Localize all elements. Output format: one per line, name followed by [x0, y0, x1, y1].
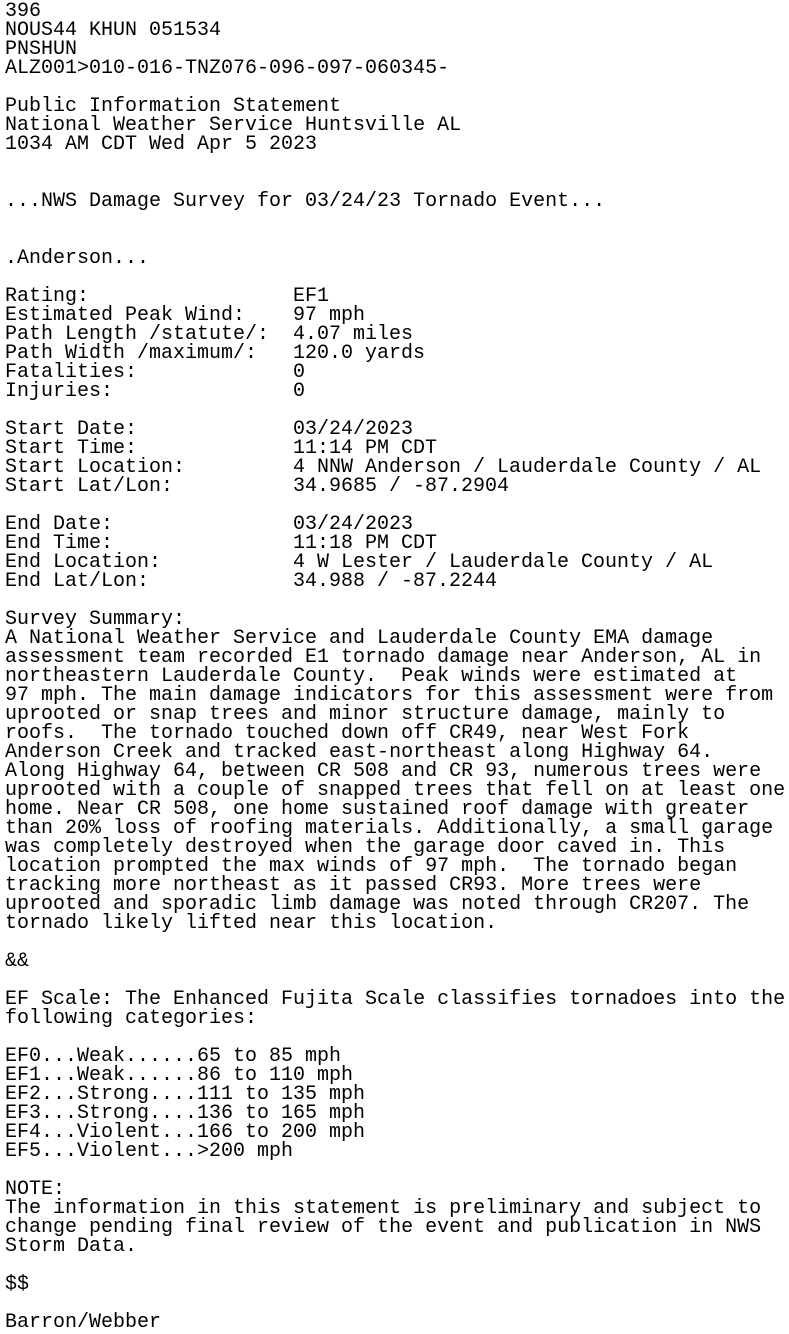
ef-scale: [5, 990, 789, 1161]
field-value: 97 mph: [293, 304, 366, 327]
blank-line: [5, 933, 789, 952]
field-key: End Location:: [5, 551, 162, 574]
field-key: Path Length /statute/:: [5, 323, 270, 346]
note-line: Storm Data.: [5, 1235, 138, 1258]
statement-title: Public Information Statement: [5, 95, 342, 118]
summary-line: 97 mph. The main damage indicators for this assessment were from: [5, 684, 774, 707]
field-value: 4 W Lester / Lauderdale County / AL: [293, 551, 714, 574]
statement-heading: [5, 97, 789, 154]
summary-line: Anderson Creek and tracked east-northeast along Highway 64.: [5, 741, 714, 764]
field-key: Estimated Peak Wind:: [5, 304, 246, 327]
summary-line: home. Near CR 508, one home sustained roof damage with greater: [5, 798, 750, 821]
statement-issued: 1034 AM CDT Wed Apr 5 2023: [5, 133, 318, 156]
summary-line: northeastern Lauderdale County. Peak winds were estimated at: [5, 665, 738, 688]
summary-line: assessment team recorded E1 tornado damage near Anderson, AL in: [5, 646, 762, 669]
product-header: [5, 2, 789, 78]
summary-line: Along Highway 64, between CR 508 and CR 93, numerous trees were: [5, 760, 762, 783]
statement-office: National Weather Service Huntsville AL: [5, 114, 462, 137]
ef-scale-row: EF0...Weak......65 to 85 mph: [5, 1045, 342, 1068]
note-section: [5, 1180, 789, 1256]
survey-summary: [5, 610, 789, 933]
headline: ...NWS Damage Survey for 03/24/23 Tornado Event...: [5, 190, 606, 213]
field-value: EF1: [293, 285, 330, 308]
summary-line: was completely destroyed when the garage door caved in. This: [5, 836, 726, 859]
field-key: End Date:: [5, 513, 114, 536]
ef-scale-row: EF5...Violent...>200 mph: [5, 1140, 294, 1163]
summary-line: tracking more northeast as it passed CR93. More trees were: [5, 874, 702, 897]
field-value: 11:14 PM CDT: [293, 437, 438, 460]
field-key: End Lat/Lon:: [5, 570, 150, 593]
field-value: 11:18 PM CDT: [293, 532, 438, 555]
field-key: Start Lat/Lon:: [5, 475, 174, 498]
blank-line: [5, 211, 789, 230]
event-fields-start: [5, 420, 789, 496]
header-line: NOUS44 KHUN 051534: [5, 19, 222, 42]
summary-label: Survey Summary:: [5, 608, 186, 631]
ef-scale-intro: EF Scale: The Enhanced Fujita Scale classifies tornadoes into the: [5, 988, 786, 1011]
field-key: Start Time:: [5, 437, 138, 460]
summary-line: roofs. The tornado touched down off CR49, near West Fork: [5, 722, 690, 745]
field-row: [5, 382, 789, 401]
event-fields-end: [5, 515, 789, 591]
field-value: 03/24/2023: [293, 418, 414, 441]
field-value: 120.0 yards: [293, 342, 426, 365]
field-key: Injuries:: [5, 380, 114, 403]
summary-line: uprooted or snap trees and minor structure damage, mainly to: [5, 703, 726, 726]
ef-scale-row: EF2...Strong....111 to 135 mph: [5, 1083, 366, 1106]
blank-line: [5, 1256, 789, 1275]
ef-scale-row: EF4...Violent...166 to 200 mph: [5, 1121, 366, 1144]
event-name: .Anderson...: [5, 247, 150, 270]
field-value: 0: [293, 361, 306, 384]
field-row: [5, 477, 789, 496]
end-separator: $$: [5, 1273, 30, 1296]
summary-line: uprooted with a couple of snapped trees that fell on at least one: [5, 779, 786, 802]
blank-line: [5, 268, 789, 287]
field-key: Path Width /maximum/:: [5, 342, 258, 365]
signature: Barron/Webber: [5, 1311, 162, 1334]
summary-line: tornado likely lifted near this location.: [5, 912, 498, 935]
summary-line: than 20% loss of roofing materials. Additionally, a small garage: [5, 817, 774, 840]
section-separator: &&: [5, 950, 30, 973]
field-key: Start Location:: [5, 456, 186, 479]
field-value: 4.07 miles: [293, 323, 414, 346]
field-key: Fatalities:: [5, 361, 138, 384]
summary-line: uprooted and sporadic limb damage was noted through CR207. The: [5, 893, 750, 916]
blank-line: [5, 154, 789, 173]
field-value: 34.9685 / -87.2904: [293, 475, 510, 498]
field-value: 0: [293, 380, 306, 403]
header-line: ALZ001>010-016-TNZ076-096-097-060345-: [5, 57, 450, 80]
field-value: 4 NNW Anderson / Lauderdale County / AL: [293, 456, 762, 479]
ef-scale-row: EF3...Strong....136 to 165 mph: [5, 1102, 366, 1125]
event-fields-rating: [5, 287, 789, 401]
field-row: [5, 572, 789, 591]
field-key: Rating:: [5, 285, 90, 308]
summary-line: A National Weather Service and Lauderdale County EMA damage: [5, 627, 714, 650]
ef-scale-intro: following categories:: [5, 1007, 258, 1030]
field-value: 34.988 / -87.2244: [293, 570, 498, 593]
note-line: The information in this statement is preliminary and subject to: [5, 1197, 762, 1220]
blank-line: [5, 1161, 789, 1180]
note-label: NOTE:: [5, 1178, 66, 1201]
field-key: End Time:: [5, 532, 114, 555]
ef-scale-row: EF1...Weak......86 to 110 mph: [5, 1064, 354, 1087]
summary-line: location prompted the max winds of 97 mph. The tornado began: [5, 855, 738, 878]
note-line: change pending final review of the event and publication in NWS: [5, 1216, 762, 1239]
header-line: PNSHUN: [5, 38, 78, 61]
field-key: Start Date:: [5, 418, 138, 441]
header-line: 396: [5, 0, 42, 23]
field-row: [5, 363, 789, 382]
field-value: 03/24/2023: [293, 513, 414, 536]
